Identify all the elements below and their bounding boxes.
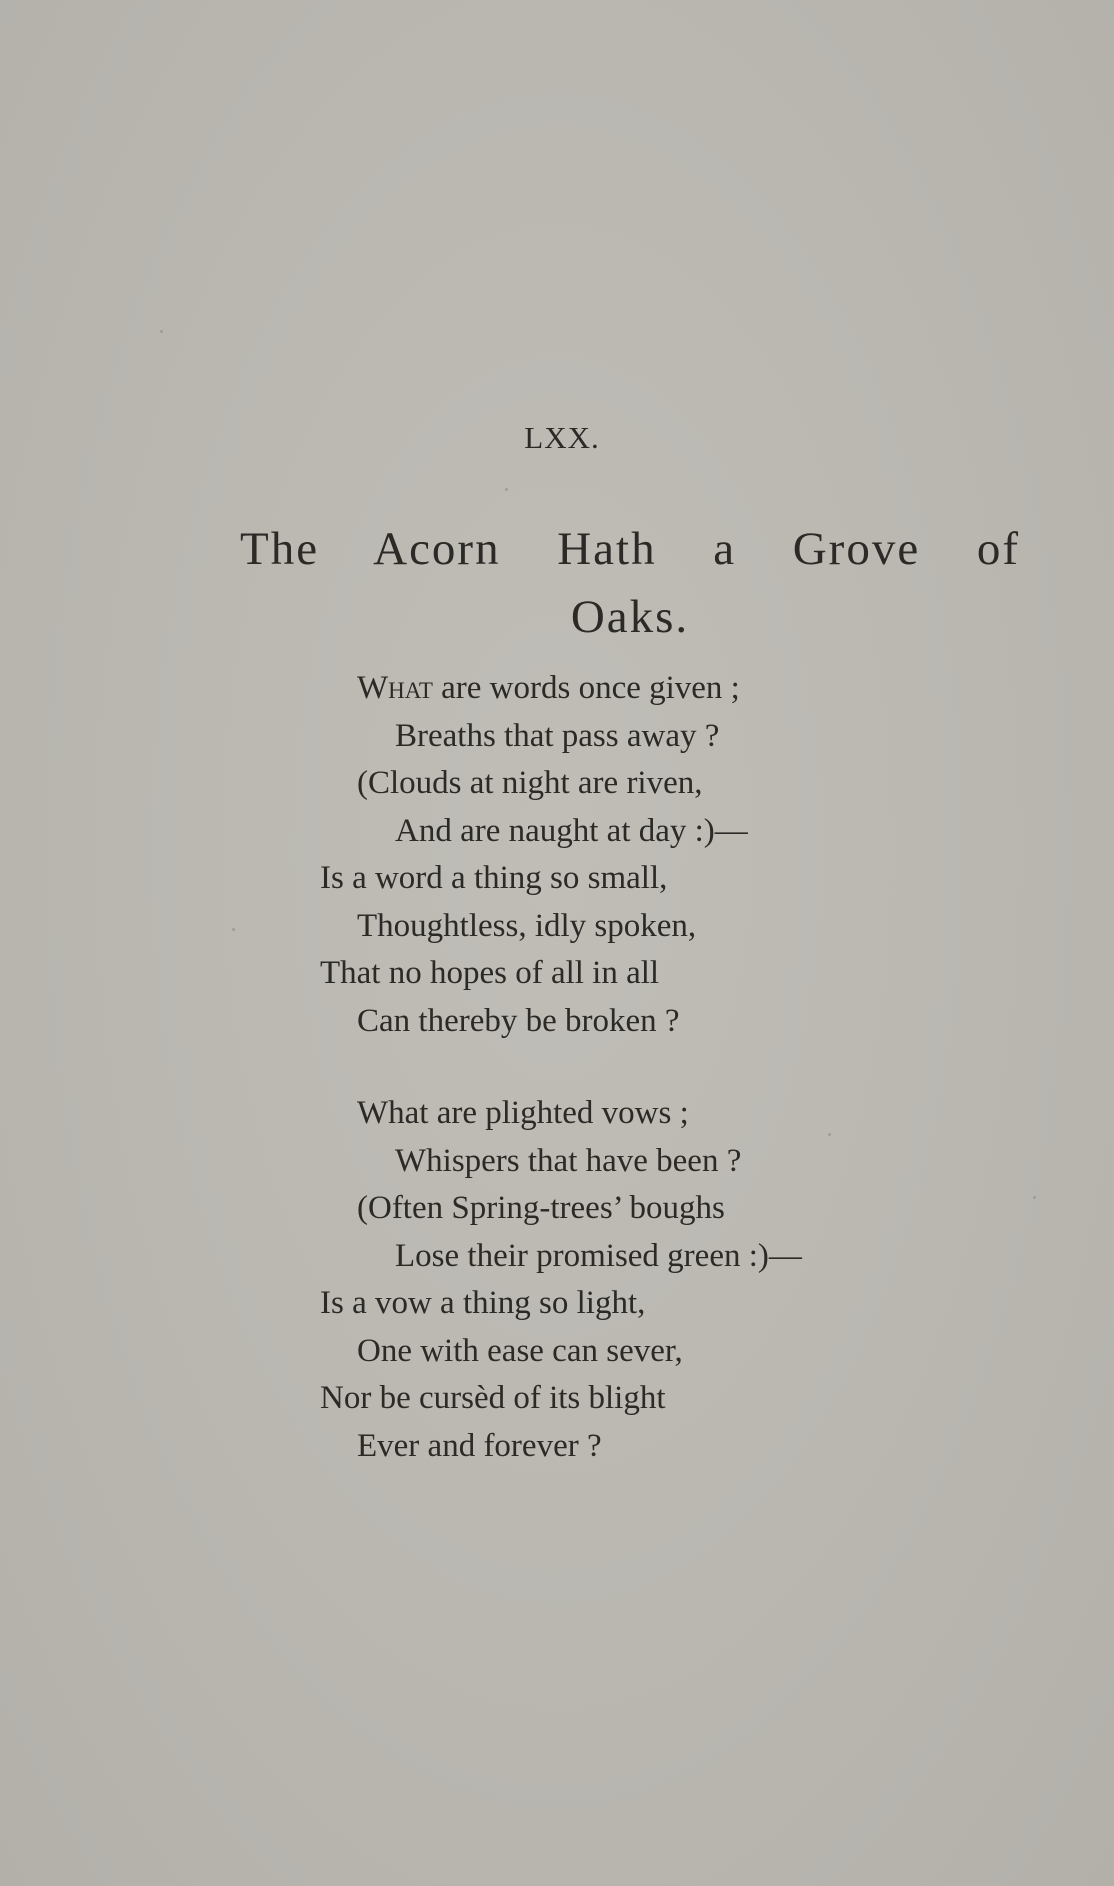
stanza-1-line-1-rest: are words once given ; [432, 670, 740, 706]
stanza-2 [320, 1090, 920, 1470]
stanza-1-line-5: Is a word a thing so small, [320, 860, 668, 896]
poem-title-line-2: Oaks. [570, 591, 690, 643]
paper-speck [160, 330, 163, 333]
stanza-1-line-4: And are naught at day :)— [395, 812, 748, 849]
stanza-1-line-7: That no hopes of all in all [320, 955, 660, 991]
paper-speck [505, 488, 508, 491]
stanza-1-line-1-initial: What [357, 670, 433, 706]
stanza-1-line-1 [320, 665, 920, 713]
stanza-1-line-6: Thoughtless, idly spoken, [357, 907, 697, 944]
stanza-2-line-6: One with ease can sever, [357, 1332, 683, 1369]
stanza-2-line-7: Nor be cursèd of its blight [320, 1380, 666, 1416]
stanza-1-line-3: (Clouds at night are riven, [357, 765, 703, 801]
stanza-2-line-2: Whispers that have been ? [395, 1142, 742, 1179]
stanza-2-line-4: Lose their promised green :)— [395, 1237, 802, 1274]
stanza-1-line-8: Can thereby be broken ? [357, 1002, 680, 1039]
poem-title [240, 515, 1020, 651]
paper-speck [232, 928, 235, 931]
stanza-1-line-2: Breaths that pass away ? [395, 717, 720, 754]
stanza-2-line-8: Ever and forever ? [357, 1427, 602, 1464]
poem-numeral: LXX. [524, 420, 600, 455]
stanza-2-line-5: Is a vow a thing so light, [320, 1285, 646, 1321]
poem-title-line-1: The Acorn Hath a Grove of [240, 523, 1020, 575]
stanza-1 [320, 665, 920, 1045]
paper-speck [1033, 1196, 1036, 1199]
stanza-2-line-3: (Often Spring-trees’ boughs [357, 1190, 725, 1226]
stanza-2-line-1: What are plighted vows ; [357, 1095, 689, 1131]
